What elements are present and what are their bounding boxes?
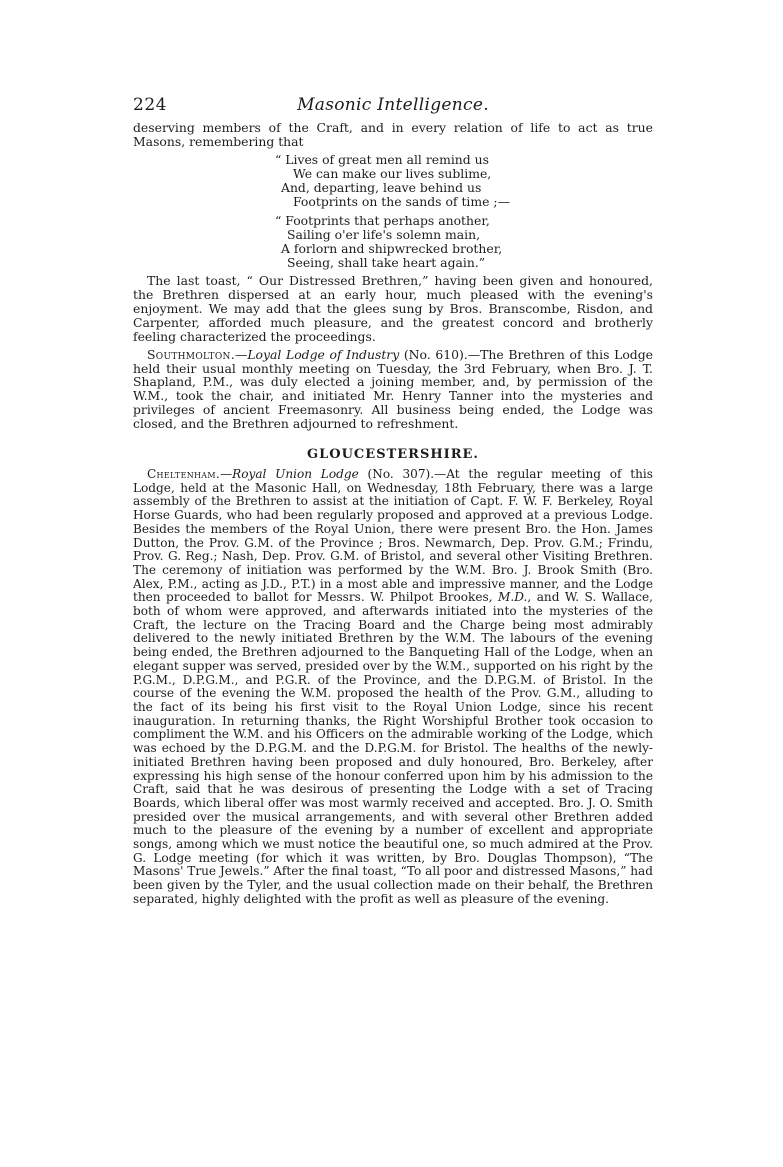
poem-line: “ Lives of great men all remind us [275, 151, 489, 167]
southmolton-report [133, 348, 653, 431]
poem-line: Sailing o'er life's solemn main, [287, 227, 481, 243]
poem-line: A forlorn and shipwrecked brother, [281, 241, 503, 257]
last-toast-paragraph: The last toast, “ Our Distressed Brethren,” having been given and honoured, the Brethren dispersed at an early hour, much pleased with the evening's enjoyment. We may add that the glees sung by Bros. Branscombe, Risdon, and Carpenter, afforded much pleasure, and the greatest concord and brotherly feeling characterized the proceedings. [133, 273, 653, 344]
cheltenham-body-part-2: , and W. S. Wallace, both of whom were approved, and afterwards initiated into the mysteries of the Craft, the lecture on the Tracing Board and the Charge being most admirably delivered to the newly initiated Brethren by the W.M. The labours of the evening being ended, the Brethren adjourned to the Banqueting Hall of the Lodge, when an elegant supper was served, presided over by the W.M., supported on his right by the P.G.M., D.P.G.M., and P.G.R. of the Province, and the D.P.G.M. of Bristol. In the course of the evening the W.M. proposed the health of the Prov. G.M., alluding to the fact of its being his first visit to the Royal Union Lodge, since his recent inauguration. In returning thanks, the Right Worshipful Brother took occasion to compliment the W.M. and his Officers on the admirable working of the Lodge, which was echoed by the D.P.G.M. and the D.P.G.M. for Bristol. The healths of the newly-initiated Brethren having been proposed and duly honoured, Bro. Berkeley, after expressing his high sense of the honour conferred upon him by his admission to the Craft, said that he was desirous of presenting the Lodge with a set of Tracing Boards, which liberal offer was most warmly received and accepted. Bro. J. O. Smith presided over the musical arrangements, and with several other Brethren added much to the pleasure of the evening by a number of excellent and appropriate songs, among which we must notice the beautiful one, so much admired at the Prov. G. Lodge meeting (for which it was written, by Bro. Douglas Thompson), “The Masons' True Jewels.” After the final toast, “To all poor and distressed Masons,” had been given by the Tyler, and the usual collection made on their behalf, the Brethren separated, highly delighted with the profit as well as pleasure of the evening. [133, 590, 653, 906]
running-head [133, 95, 653, 121]
running-title: Masonic Intelligence. [297, 95, 489, 115]
place-name-cheltenham: Cheltenham. [147, 467, 220, 482]
poem-line: “ Footprints that perhaps another, [275, 213, 490, 229]
page [133, 95, 653, 907]
southmolton-body: (No. 610).—The Brethren of this Lodge held their usual monthly meeting on Tuesday, the 3rd February, when Bro. J. T. Shapland, P.M., was duly elected a joining member, and, by permission of the W.M., took the chair, and initiated Mr. Henry Tanner into the mysteries and privileges of ancient Freemasonry. All business being ended, the Lodge was closed, and the Brethren adjourned to refreshment. [133, 346, 653, 432]
place-name-southmolton: Southmolton. [147, 346, 235, 362]
poem-line: We can make our lives sublime, [293, 165, 492, 181]
lodge-name-loyal-industry: Loyal Lodge of Industry [247, 346, 400, 362]
lodge-name-royal-union: Royal Union Lodge [232, 467, 359, 482]
poem-line: Footprints on the sands of time ;— [293, 193, 510, 209]
poem-stanza-1 [275, 153, 653, 209]
page-number: 224 [133, 95, 167, 115]
cheltenham-body-part-1: (No. 307).—At the regular meeting of this Lodge, held at the Masonic Hall, on Wednesday, 18th February, there was a large assembly of the Brethren to assist at the initiation of Capt. F. W. F. Berkeley, Royal Horse Guards, who had been regularly proposed and approved at a previous Lodge. Besides the members of the Royal Union, there were present Bro. the Hon. James Dutton, the Prov. G.M. of the Province ; Bros. Newmarch, Dep. Prov. G.M.; Frindu, Prov. G. Reg.; Nash, Dep. Prov. G.M. of Bristol, and several other Visiting Brethren. The ceremony of initiation was performed by the W.M. Bro. J. Brook Smith (Bro. Alex, P.M., acting as J.D., P.T.) in a most able and impressive manner, and the Lodge then proceeded to ballot for Messrs. W. Philpot Brookes, [133, 467, 653, 605]
intro-paragraph: deserving members of the Craft, and in every relation of life to act as true Masons, remembering that [133, 120, 653, 149]
degree-md: M.D. [498, 590, 528, 605]
poem [275, 153, 653, 270]
poem-line: Seeing, shall take heart again.” [287, 255, 486, 271]
poem-line: And, departing, leave behind us [281, 179, 482, 195]
cheltenham-report [133, 468, 653, 907]
separator-dash: — [234, 346, 248, 362]
separator-dash: — [220, 467, 233, 482]
poem-stanza-2 [275, 214, 653, 270]
section-heading-gloucestershire: GLOUCESTERSHIRE. [307, 447, 479, 463]
